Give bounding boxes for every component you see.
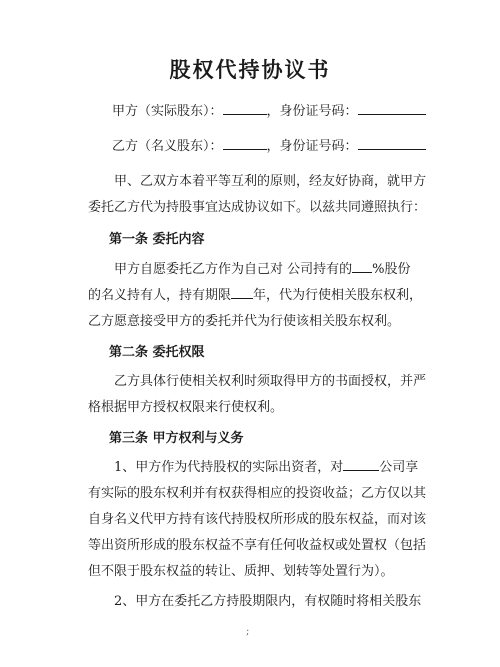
article-1-line-2: 的名义持有人，持有期限 年，代为行使相关股东权利， (88, 288, 423, 303)
article-2-heading: 第二条 委托权限 (109, 345, 205, 360)
party-a-line (112, 100, 426, 119)
party-a-label: 甲方（实际股东）： (112, 104, 223, 119)
page-title: 股权代持协议书 (169, 58, 331, 82)
party-b-label: 乙方（名义股东）： (112, 139, 223, 154)
party-b-name-blank[interactable] (223, 137, 267, 150)
party-a-name-blank[interactable] (223, 102, 267, 115)
holding-term-blank[interactable] (231, 286, 253, 299)
article-1-line-1: 甲方自愿委托乙方作为自己对 公司持有的 %股份 (114, 262, 411, 277)
article-2-line-1: 乙方具体行使相关权利时须取得甲方的书面授权，并严 (114, 374, 427, 389)
party-b-line (112, 135, 426, 154)
intro-line-2: 委托乙方代为持股事宜达成协议如下。以兹共同遵照执行： (88, 200, 427, 215)
article-3-line-5: 但不限于股东权益的转让、质押、划转等处置行为）。 (88, 564, 394, 579)
party-a-id-blank[interactable] (358, 102, 426, 115)
share-percent-blank[interactable] (352, 260, 372, 273)
article-3-line-1: 1、甲方作为代持股权的实际出资者，对 公司享 (114, 460, 419, 475)
article-3-line-4: 等出资所形成的股东权益不享有任何收益权或处置权（包括 (88, 538, 427, 553)
party-b-id-label: ，身份证号码： (266, 139, 358, 154)
article-2-line-2: 格根据甲方授权权限来行使权利。 (88, 400, 284, 415)
article-3-line-6: 2、甲方在委托乙方持股期限内，有权随时将相关股东 (114, 594, 422, 609)
footer-mark: ; (246, 626, 250, 637)
party-a-id-label: ，身份证号码： (266, 104, 358, 119)
article-1-heading: 第一条 委托内容 (109, 232, 205, 247)
party-b-id-blank[interactable] (358, 137, 426, 150)
company-name-blank[interactable] (343, 458, 379, 471)
article-3-heading: 第三条 甲方权利与义务 (109, 431, 244, 446)
article-3-line-2: 有实际的股东权利并有权获得相应的投资收益；乙方仅以其 (88, 486, 427, 501)
intro-line-1: 甲、乙双方本着平等互利的原则，经友好协商，就甲方 (114, 174, 427, 189)
article-1-line-3: 乙方愿意接受甲方的委托并代为行使该相关股东权利。 (88, 314, 401, 329)
article-3-line-3: 自身名义代甲方持有该代持股权所形成的股东权益，而对该 (88, 512, 427, 527)
